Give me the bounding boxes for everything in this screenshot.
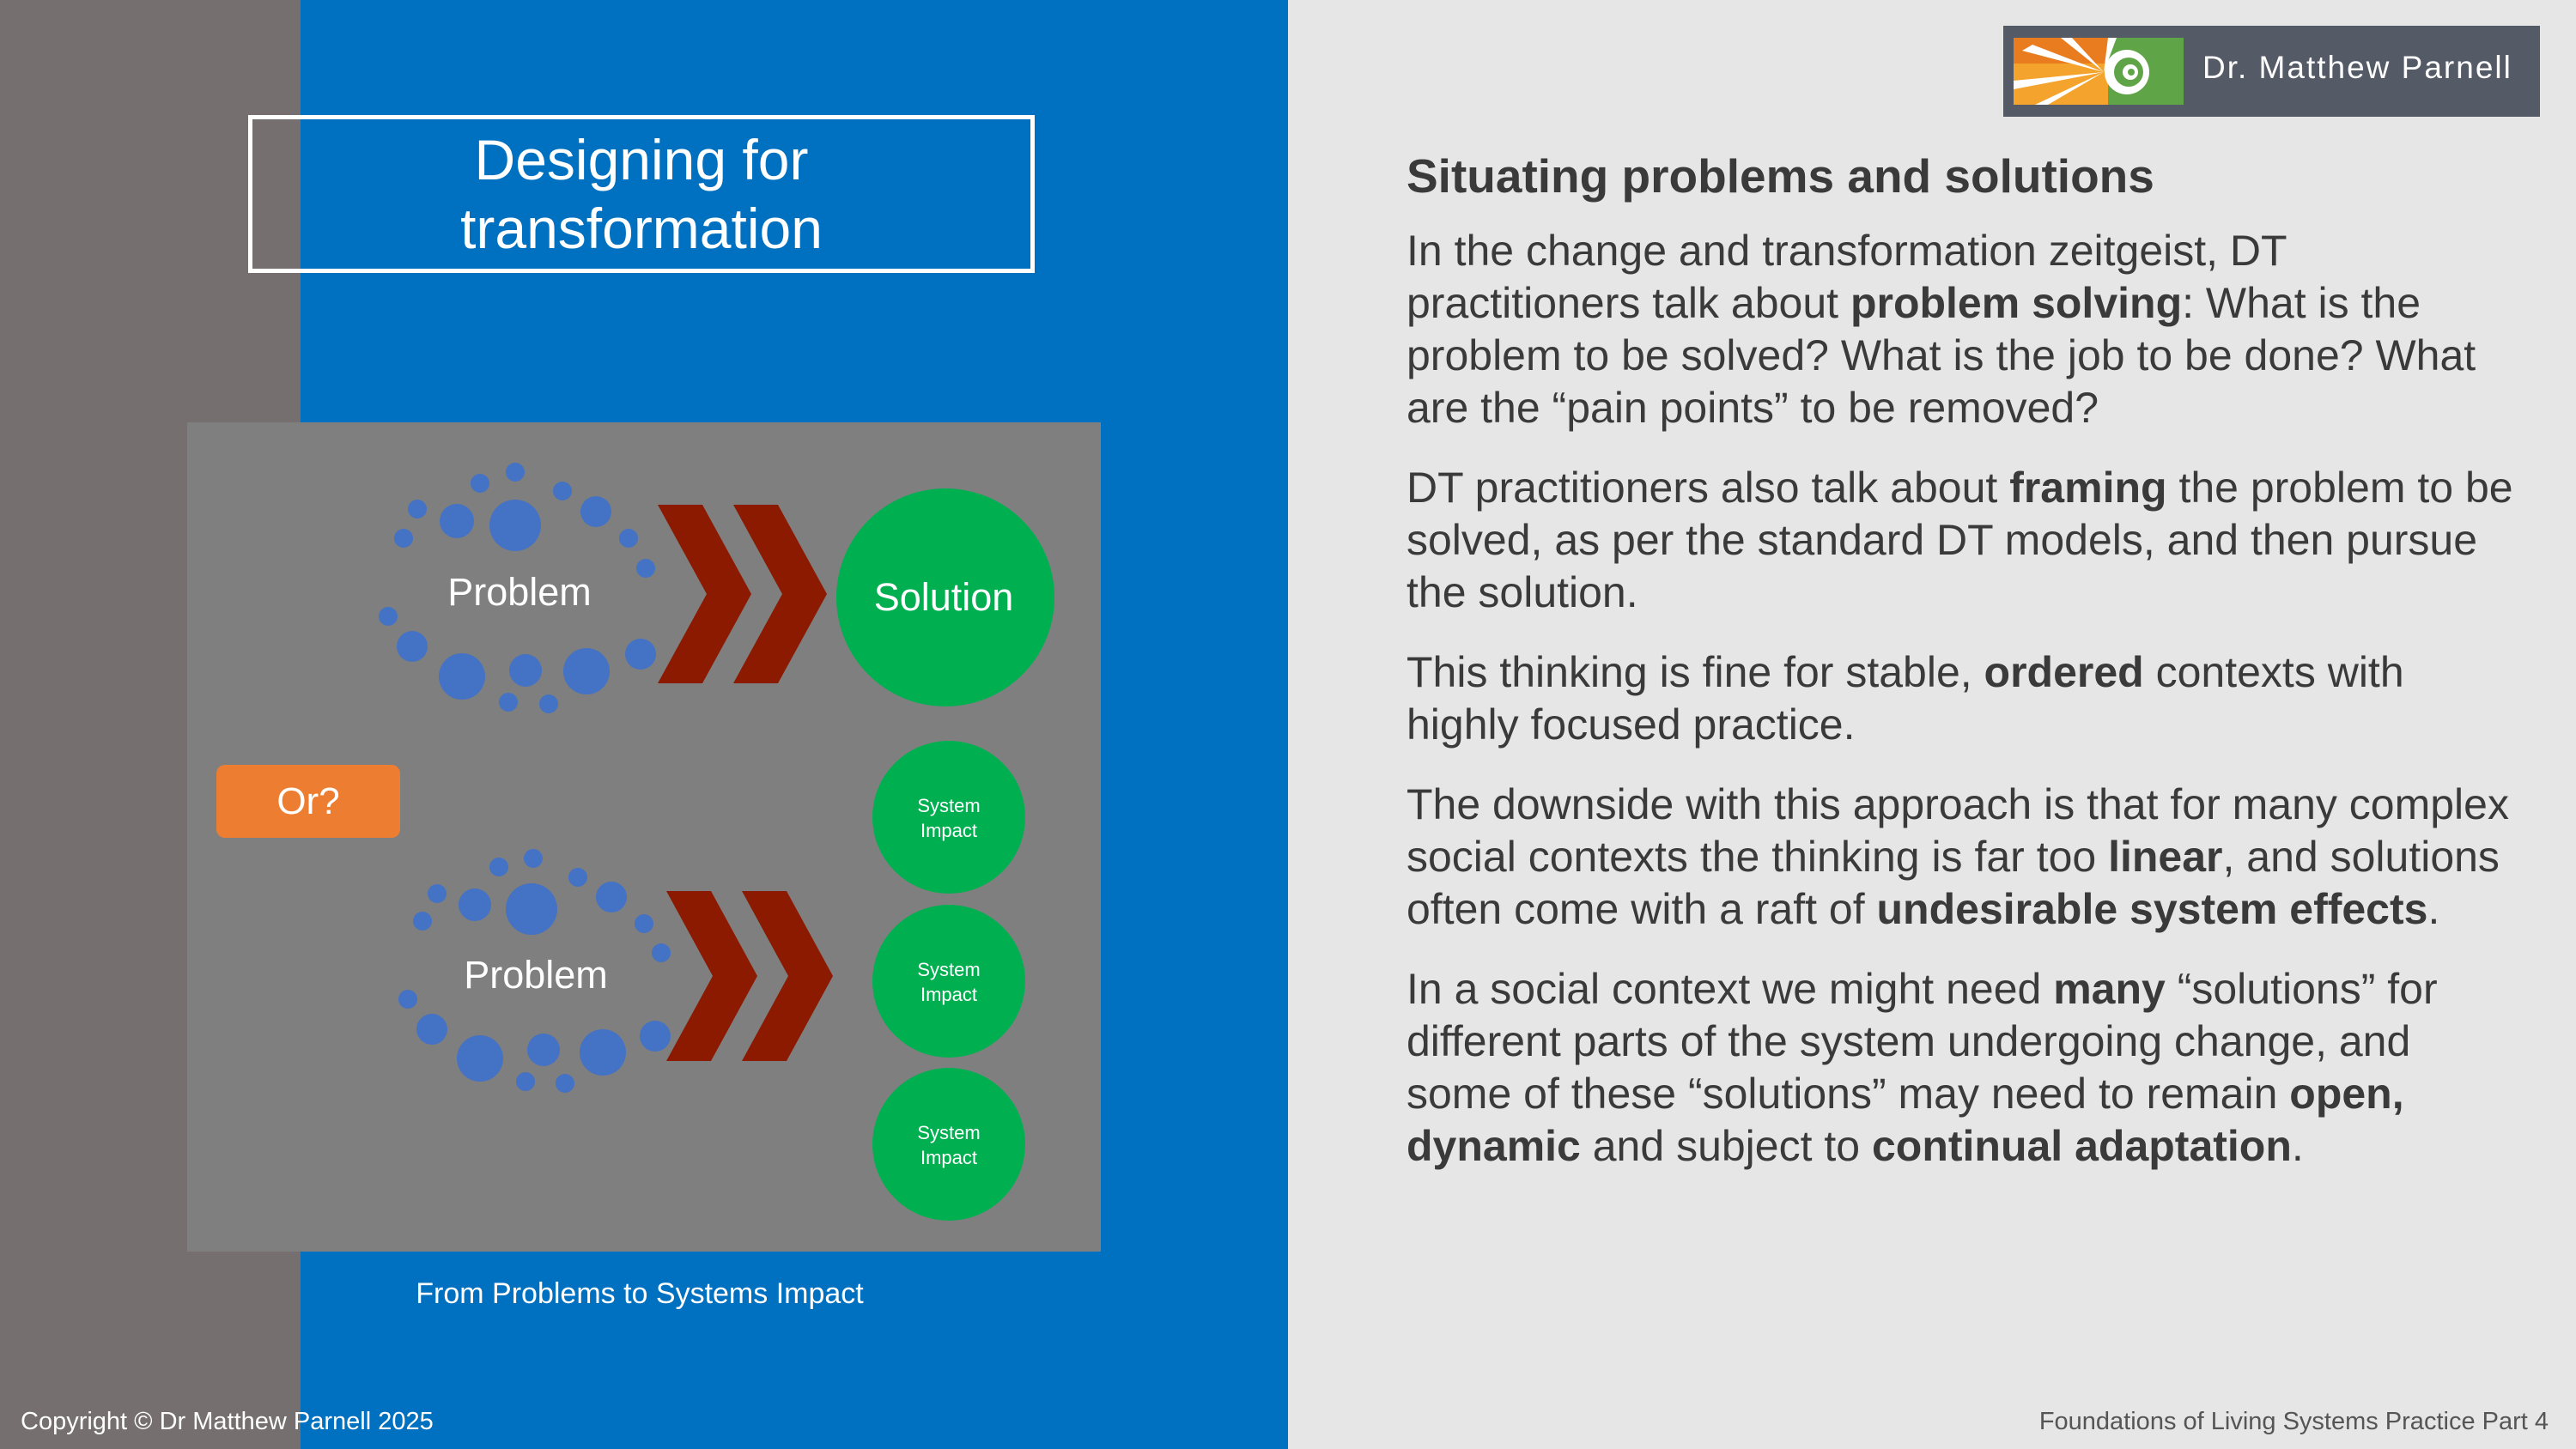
paragraph-4: The downside with this approach is that for many complex social contexts the thinking is far too linear, and solutions often come with a raft of undesirable system effects. <box>1406 780 2509 933</box>
solution-label: Solution <box>873 575 1014 619</box>
system-impact-circle-1 <box>872 741 1025 894</box>
text-content <box>1406 146 2523 1200</box>
logo-text: Dr. Matthew Parnell <box>2202 50 2512 85</box>
paragraph-5: In a social context we might need many “solutions” for different parts of the system undergoing change, and some of these “solutions” may need to remain open, dynamic and subject to continual adaptation. <box>1406 965 2438 1170</box>
problem-label-top: Problem <box>447 570 592 614</box>
or-label-box: Or? <box>216 765 400 838</box>
spiral-logo-icon <box>2014 38 2184 105</box>
system-impact-circle-2 <box>872 905 1025 1058</box>
paragraph-1: In the change and transformation zeitgeist, DT practitioners talk about problem solving: What is the problem to be solved? What is the job to be done? What are the “pain points” to be removed? <box>1406 227 2476 432</box>
title-line-1: Designing for <box>474 128 809 191</box>
title-line-2: transformation <box>460 197 823 260</box>
impact-label-1-line1: System <box>917 795 981 816</box>
impact-label-2-line2: Impact <box>920 984 978 1005</box>
diagram-caption: From Problems to Systems Impact <box>416 1277 864 1310</box>
author-logo <box>2003 26 2540 117</box>
problem-label-bottom: Problem <box>464 953 608 997</box>
paragraph-3: This thinking is fine for stable, ordered contexts with highly focused practice. <box>1406 648 2404 749</box>
impact-label-3-line2: Impact <box>920 1147 978 1168</box>
impact-label-3-line1: System <box>917 1122 981 1143</box>
section-heading: Situating problems and solutions <box>1406 149 2154 203</box>
paragraph-2: DT practitioners also talk about framing the problem to be solved, as per the standard DT models, and then pursue the solution. <box>1406 464 2513 616</box>
impact-label-1-line2: Impact <box>920 820 978 841</box>
impact-label-2-line1: System <box>917 959 981 980</box>
series-footer: Foundations of Living Systems Practice Part 4 <box>2038 1408 2549 1435</box>
copyright-footer: Copyright © Dr Matthew Parnell 2025 <box>21 1408 434 1435</box>
system-impact-circle-3 <box>872 1068 1025 1221</box>
